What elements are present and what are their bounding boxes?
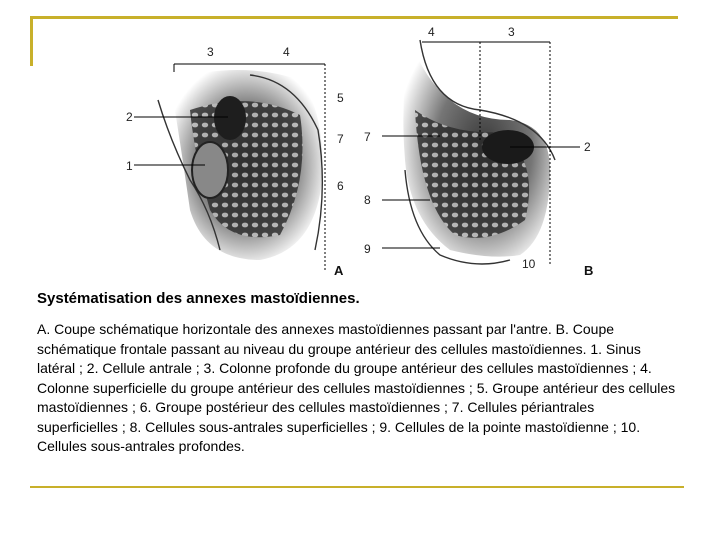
panel-b-label: 7 xyxy=(364,130,371,144)
panel-b-letter: B xyxy=(584,263,594,278)
panel-b-label: 9 xyxy=(364,242,371,256)
panel-a-label: 7 xyxy=(337,132,344,146)
panel-a-label: 6 xyxy=(337,179,344,193)
panel-a-label: 3 xyxy=(207,45,214,59)
panel-b-label: 10 xyxy=(522,257,536,271)
panel-b-label: 8 xyxy=(364,193,371,207)
panel-a-label: 1 xyxy=(126,159,133,173)
panel-a xyxy=(126,45,344,278)
panel-b-label: 3 xyxy=(508,25,515,39)
caption-body: A. Coupe schématique horizontale des annexes mastoïdiennes passant par l'antre. B. Coupe schématique frontale passant au niveau du groupe antérieur des cellules mastoïdiennes. 1. Sinus latéral ; 2. Cellule antrale ; 3. Colonne profonde du groupe antérieur des cellules mastoïdiennes ; 4. Colonne superficielle du groupe antérieur des cellules mastoïdiennes ; 5. Groupe antérieur des cellules mastoïdiennes ; 6. Groupe postérieur des cellules mastoïdiennes ; 7. Cellules périantrales superficielles ; 8. Cellules sous-antrales superficielles ; 9. Cellules de la pointe mastoïdienne ; 10. Cellules sous-antrales profondes. xyxy=(37,321,676,454)
panel-b-label: 4 xyxy=(428,25,435,39)
panel-a-antral-cell xyxy=(214,96,246,140)
frame-top-border xyxy=(30,16,678,19)
panel-b xyxy=(364,25,593,278)
panel-a-label: 5 xyxy=(337,91,344,105)
frame-left-border xyxy=(30,16,33,66)
figure-illustration xyxy=(110,20,610,282)
caption-title: Systématisation des annexes mastoïdiennes. xyxy=(37,290,360,307)
panel-b-label: 2 xyxy=(584,140,591,154)
panel-a-label: 4 xyxy=(283,45,290,59)
frame-bottom-border xyxy=(30,486,684,488)
panel-a-lateral-sinus xyxy=(192,142,228,198)
panel-a-label: 2 xyxy=(126,110,133,124)
anatomical-figure xyxy=(110,20,610,282)
panel-a-letter: A xyxy=(334,263,344,278)
